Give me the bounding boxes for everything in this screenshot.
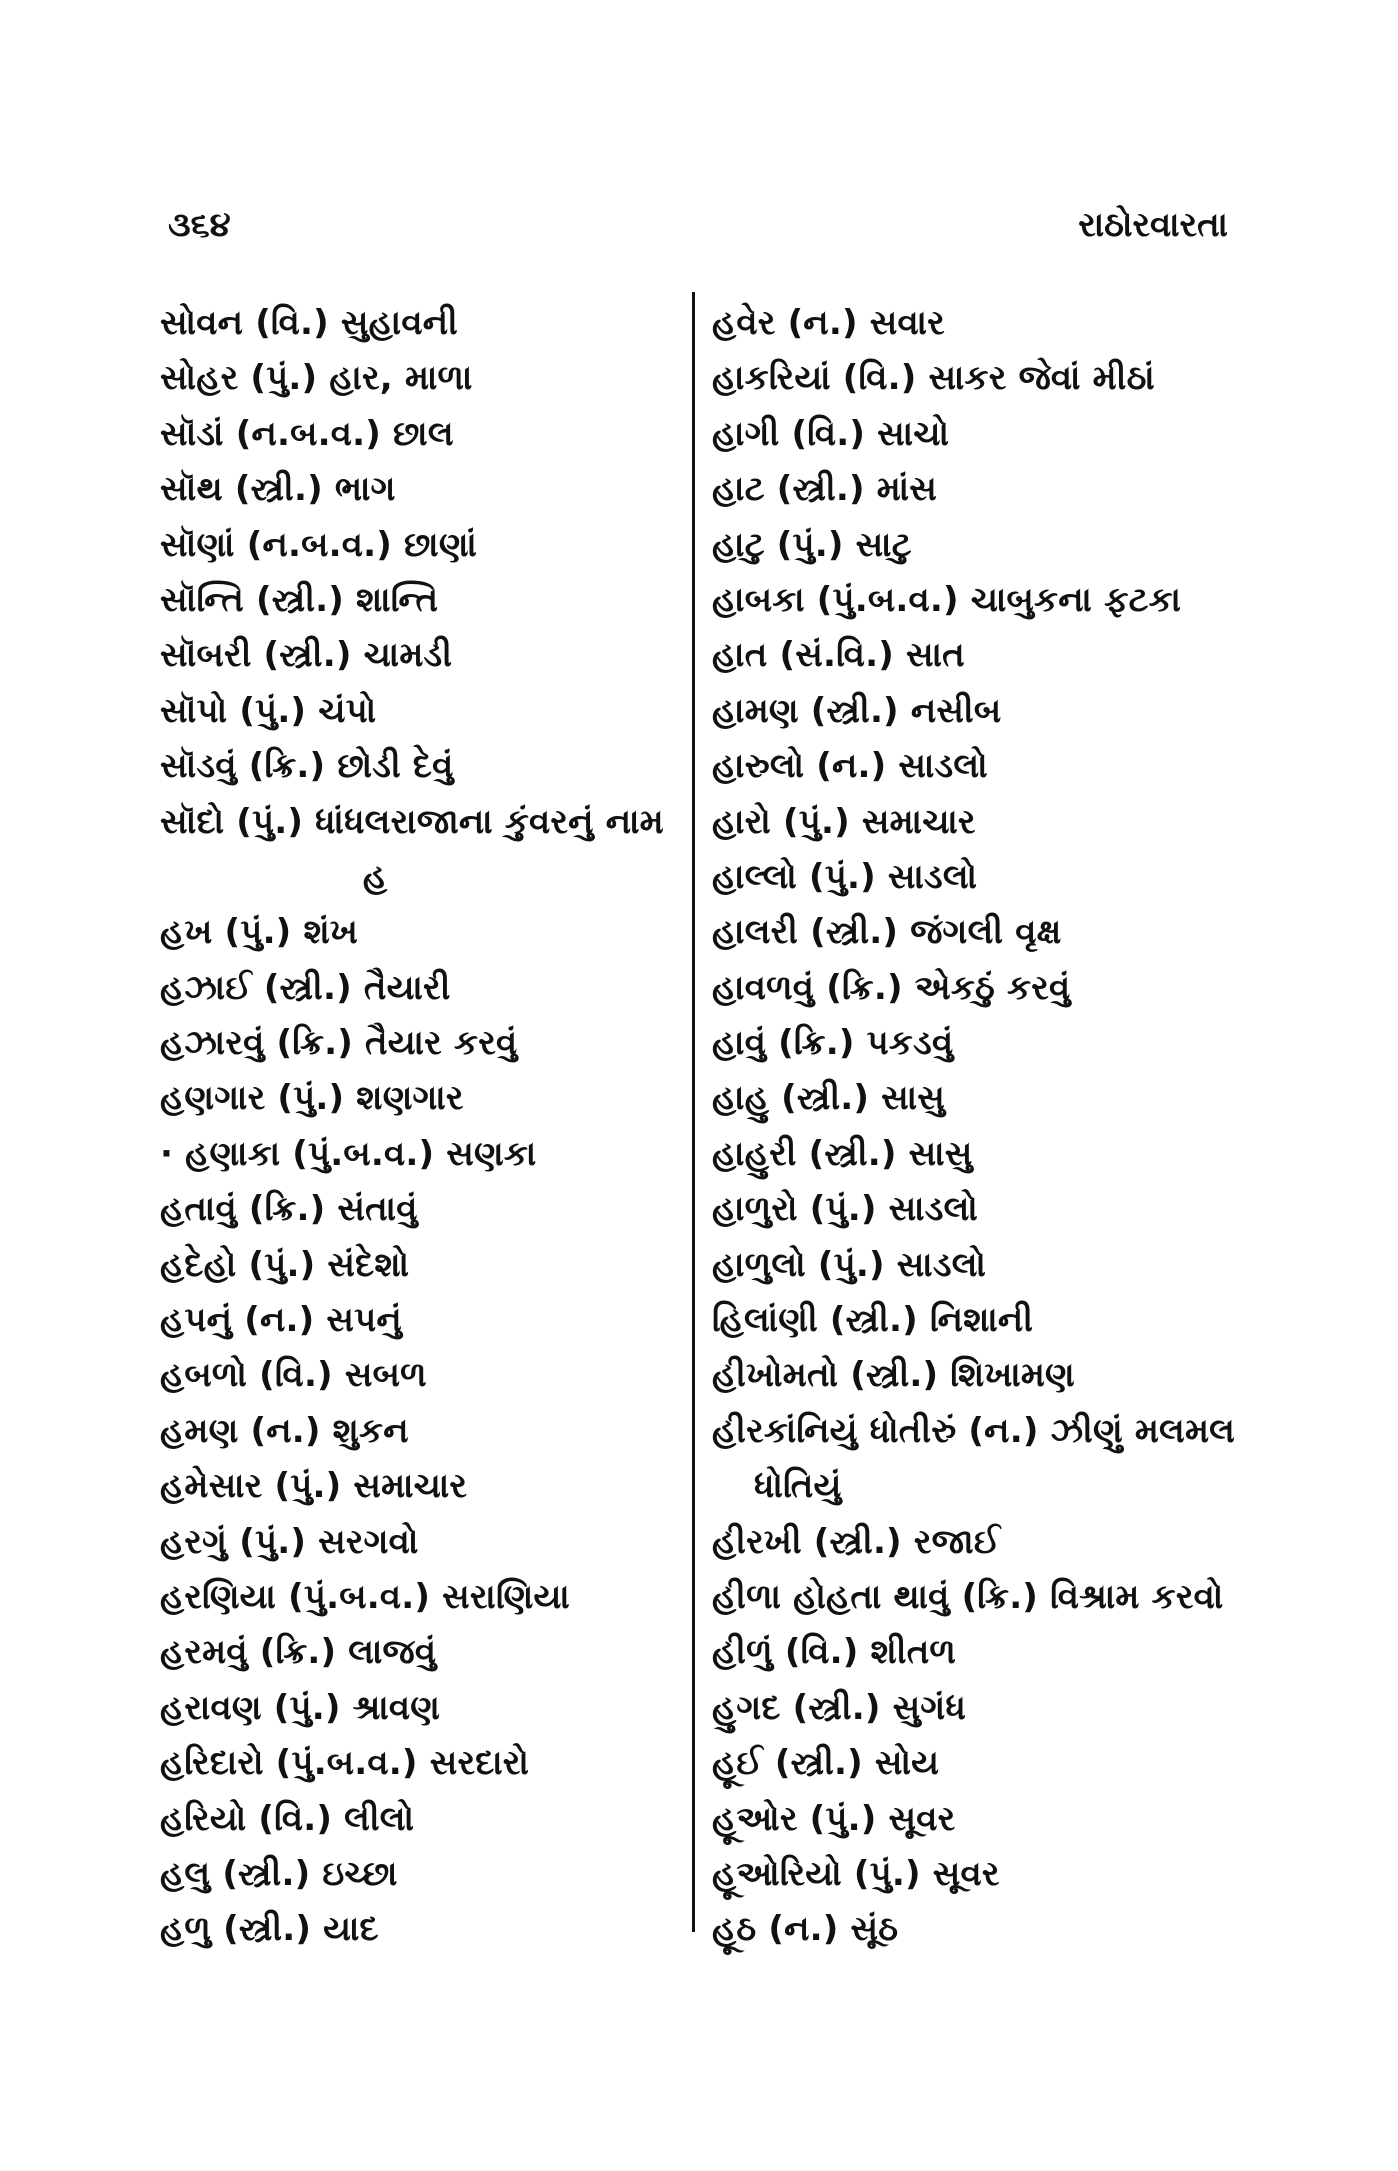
glossary-entry: હિલાંણી (સ્ત્રી.) નિશાની (712, 1300, 1034, 1341)
glossary-entry: હઝારવું (ક્રિ.) તૈયાર કરવું (160, 1023, 518, 1064)
glossary-entry: હારુલો (ન.) સાડલો (712, 746, 988, 787)
glossary-entry: હઝાઈ (સ્ત્રી.) તૈયારી (160, 967, 451, 1008)
glossary-entry: હપનું (ન.) સપનું (160, 1300, 402, 1341)
glossary-entry: હૂઓર (પું.) સૂવર (712, 1798, 956, 1839)
glossary-entry: · હણાકા (પું.બ.વ.) સણકા (160, 1133, 537, 1174)
glossary-entry: હાબકા (પું.બ.વ.) ચાબુકના ફટકા (712, 579, 1182, 620)
glossary-entry: સૉણાં (ન.બ.વ.) છાણાં (160, 524, 477, 565)
glossary-entry: હાવળવું (ક્રિ.) એકઠું કરવું (712, 967, 1071, 1008)
glossary-entry: હાળુરો (પું.) સાડલો (712, 1189, 978, 1230)
glossary-entry: હરિયો (વિ.) લીલો (160, 1798, 415, 1839)
left-column (160, 296, 680, 1958)
glossary-entry: સૉપો (પું.) ચંપો (160, 690, 377, 731)
glossary-entry: હારો (પું.) સમાચાર (712, 801, 976, 842)
glossary-entry: હીળું (વિ.) શીતળ (712, 1632, 957, 1673)
glossary-entry: હીરકાંનિયું ધોતીરું (ન.) ઝીણું મલમલ (712, 1410, 1236, 1451)
glossary-entry: હાળુલો (પું.) સાડલો (712, 1244, 987, 1285)
glossary-entry: હામણ (સ્ત્રી.) નસીબ (712, 690, 1002, 731)
glossary-entry: હાલ્લો (પું.) સાડલો (712, 856, 978, 897)
glossary-entry: હુગદ (સ્ત્રી.) સુગંધ (712, 1687, 967, 1728)
glossary-entry: હાહુરી (સ્ત્રી.) સાસુ (712, 1133, 973, 1174)
glossary-entry: હીળા હોહતા થાવું (ક્રિ.) વિશ્રામ કરવો (712, 1576, 1224, 1617)
glossary-entry: સોહર (પું.) હાર, માળા (160, 358, 473, 399)
glossary-entry: સૉડાં (ન.બ.વ.) છાલ (160, 413, 454, 454)
column-divider (692, 292, 695, 1932)
glossary-entry: હણગાર (પું.) શણગાર (160, 1078, 464, 1119)
glossary-entry: હીરખી (સ્ત્રી.) રજાઈ (712, 1521, 1001, 1562)
glossary-entry: સૉડવું (ક્રિ.) છોડી દેવું (160, 746, 454, 787)
glossary-entry: હાત (સં.વિ.) સાત (712, 635, 965, 676)
glossary-entry: હદેહો (પું.) સંદેશો (160, 1244, 410, 1285)
glossary-entry: હલુ (સ્ત્રી.) ઇચ્છા (160, 1853, 398, 1894)
glossary-entry: સૉન્તિ (સ્ત્રી.) શાન્તિ (160, 579, 439, 620)
glossary-entry: હતાવું (ક્રિ.) સંતાવું (160, 1189, 418, 1230)
glossary-entry: હમણ (ન.) શુકન (160, 1410, 409, 1451)
glossary-entry: હરગું (પું.) સરગવો (160, 1521, 419, 1562)
glossary-entry: હવેર (ન.) સવાર (712, 303, 945, 343)
glossary-entry: હાટુ (પું.) સાટુ (712, 524, 912, 565)
section-letter-heading: હ (362, 856, 388, 897)
glossary-entry: સૉદો (પું.) ધાંધલરાજાના કુંવરનું નામ (160, 801, 664, 842)
running-title: રાઠોરવારતા (1078, 205, 1228, 245)
glossary-entry: હાગી (વિ.) સાચો (712, 413, 950, 454)
glossary-entry-continuation: ધોતિયું (754, 1466, 842, 1507)
glossary-entry: હરમવું (ક્રિ.) લાજવું (160, 1632, 437, 1673)
glossary-entry: હાવું (ક્રિ.) પકડવું (712, 1023, 954, 1064)
glossary-entry: હરિદારો (પું.બ.વ.) સરદારો (160, 1743, 530, 1784)
glossary-entry: હરણિયા (પું.બ.વ.) સરાણિયા (160, 1576, 570, 1617)
glossary-entry: હૂઈ (સ્ત્રી.) સોય (712, 1743, 940, 1784)
glossary-entry: હખ (પું.) શંખ (160, 912, 359, 953)
glossary-entry: હૂઠ (ન.) સૂંઠ (712, 1909, 899, 1950)
glossary-entry: હૂઓરિયો (પું.) સૂવર (712, 1853, 1000, 1894)
glossary-entry: હીખોમતો (સ્ત્રી.) શિખામણ (712, 1355, 1075, 1396)
glossary-entry: હમેસાર (પું.) સમાચાર (160, 1466, 468, 1507)
glossary-entry: સૉથ (સ્ત્રી.) ભાગ (160, 469, 396, 510)
glossary-entry: હાલરી (સ્ત્રી.) જંગલી વૃક્ષ (712, 912, 1062, 953)
glossary-entry: હાહુ (સ્ત્રી.) સાસુ (712, 1078, 945, 1119)
glossary-entry: હાકરિયાં (વિ.) સાકર જેવાં મીઠાં (712, 358, 1155, 399)
glossary-entry: હાટ (સ્ત્રી.) માંસ (712, 469, 938, 510)
glossary-entry: સૉબરી (સ્ત્રી.) ચામડી (160, 635, 453, 676)
glossary-entry: સોવન (વિ.) સુહાવની (160, 303, 458, 343)
glossary-entry: હબળો (વિ.) સબળ (160, 1355, 427, 1396)
page-number: ૩૬૪ (168, 205, 231, 245)
right-column (712, 296, 1252, 1958)
glossary-entry: હળુ (સ્ત્રી.) યાદ (160, 1909, 379, 1950)
glossary-entry: હરાવણ (પું.) શ્રાવણ (160, 1687, 441, 1728)
